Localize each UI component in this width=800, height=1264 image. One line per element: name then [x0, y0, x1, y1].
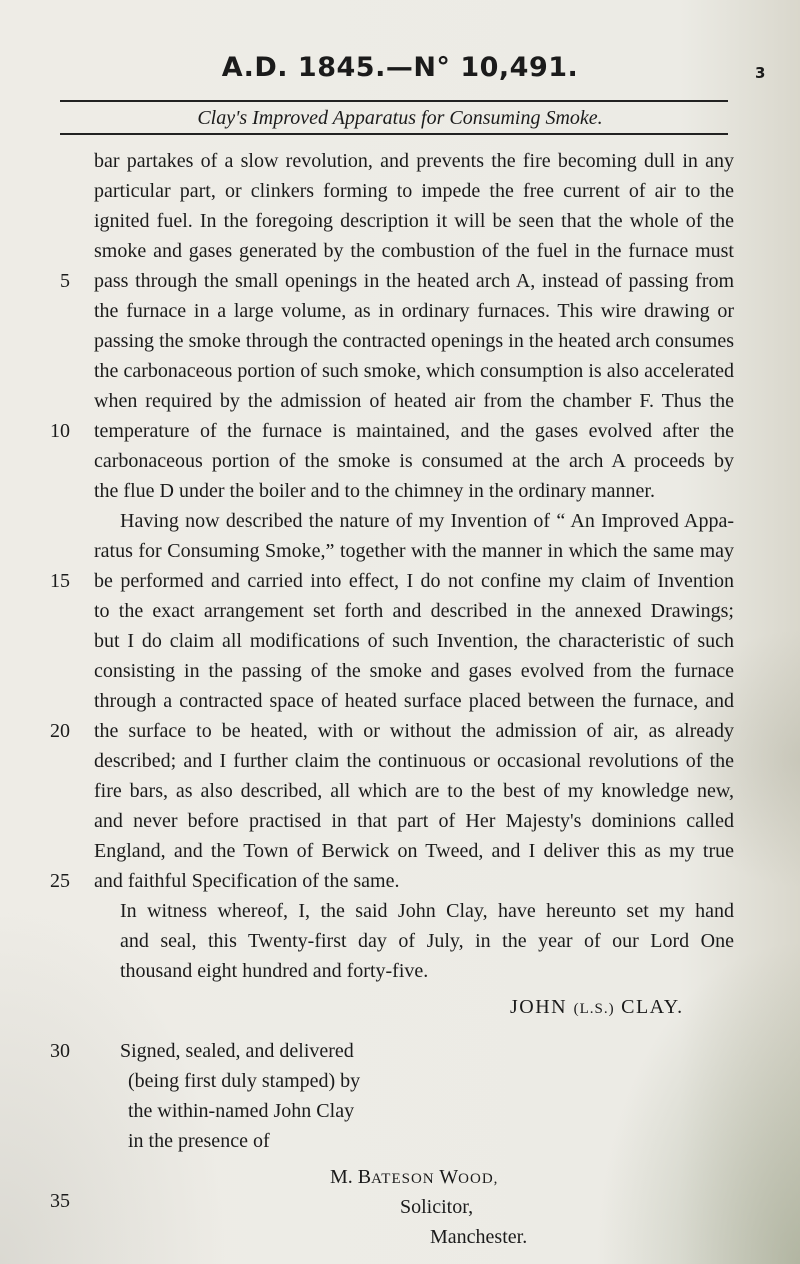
signature-first-name: JOHN [510, 996, 568, 1018]
line-number: 15 [50, 570, 70, 592]
body-line: particular part, or clinkers forming to impede the free current of air to the [94, 180, 734, 202]
witness-title: Solicitor, [400, 1196, 474, 1218]
line-number: 35 [50, 1190, 70, 1212]
attestation-line: the within-named John Clay [128, 1100, 355, 1122]
body-line: the carbonaceous portion of such smoke, which consumption is also accelerated [94, 360, 734, 382]
body-line: through a contracted space of heated surface placed between the furnace, and [94, 690, 734, 712]
body-line: pass through the small openings in the heated arch A, instead of passing from [94, 270, 734, 292]
body-line: fire bars, as also described, all which are to the best of my knowledge new, [94, 780, 734, 802]
witness-place: Manchester. [430, 1226, 528, 1248]
line-number: 30 [50, 1040, 70, 1062]
attestation-line: in the presence of [128, 1130, 270, 1152]
page-number: 3 [755, 64, 766, 82]
body-line: passing the smoke through the contracted openings in the heated arch consumes [94, 330, 734, 352]
body-line: England, and the Town of Berwick on Tweed, and I deliver this as my true [94, 840, 734, 862]
body-line: described; and I further claim the continuous or occasional revolutions of the [94, 750, 734, 772]
witness-clause-line: thousand eight hundred and forty-five. [120, 960, 429, 982]
attestation-line: Signed, sealed, and delivered [120, 1040, 354, 1062]
body-line: be performed and carried into effect, I do not confine my claim of Invention [94, 570, 734, 592]
body-line: bar partakes of a slow revolution, and prevents the fire becoming dull in any [94, 150, 734, 172]
witness-clause-line: In witness whereof, I, the said John Clay, have hereunto set my hand [120, 900, 734, 922]
body-line: ratus for Consuming Smoke,” together with the manner in which the same may [94, 540, 734, 562]
signature-last-name: CLAY. [621, 996, 684, 1018]
body-line: ignited fuel. In the foregoing description it will be seen that the whole of the [94, 210, 734, 232]
header-rule-bottom [60, 133, 728, 135]
body-line: Having now described the nature of my Invention of “ An Improved Appa- [120, 510, 734, 532]
attestation-line: (being first duly stamped) by [128, 1070, 361, 1092]
body-line: carbonaceous portion of the smoke is consumed at the arch A proceeds by [94, 450, 734, 472]
line-number: 25 [50, 870, 70, 892]
body-line: the surface to be heated, with or without the admission of air, as already [94, 720, 734, 742]
body-line: the furnace in a large volume, as in ordinary furnaces. This wire drawing or [94, 300, 734, 322]
header-rule-top [60, 100, 728, 102]
signature-line [510, 996, 684, 1019]
seal-mark: (L.S.) [573, 1001, 615, 1017]
body-line: the flue D under the boiler and to the chimney in the ordinary manner. [94, 480, 655, 502]
body-line: to the exact arrangement set forth and described in the annexed Drawings; [94, 600, 734, 622]
page-title: A.D. 1845.—N° 10,491. [221, 52, 579, 83]
body-line: when required by the admission of heated air from the chamber F. Thus the [94, 390, 734, 412]
running-head: Clay's Improved Apparatus for Consuming Smoke. [197, 107, 603, 129]
witness-name: M. BATESON WOOD, [330, 1166, 499, 1188]
body-line: consisting in the passing of the smoke and gases evolved from the furnace [94, 660, 734, 682]
body-line: and never before practised in that part of Her Majesty's dominions called [94, 810, 734, 832]
line-number: 10 [50, 420, 70, 442]
body-line: but I do claim all modifications of such Invention, the characteristic of such [94, 630, 734, 652]
witness-clause-line: and seal, this Twenty-first day of July, in the year of our Lord One [120, 930, 734, 952]
line-number: 5 [60, 270, 70, 292]
body-line: and faithful Specification of the same. [94, 870, 400, 892]
body-line: smoke and gases generated by the combustion of the fuel in the furnace must [94, 240, 734, 262]
line-number: 20 [50, 720, 70, 742]
body-line: temperature of the furnace is maintained, and the gases evolved after the [94, 420, 734, 442]
